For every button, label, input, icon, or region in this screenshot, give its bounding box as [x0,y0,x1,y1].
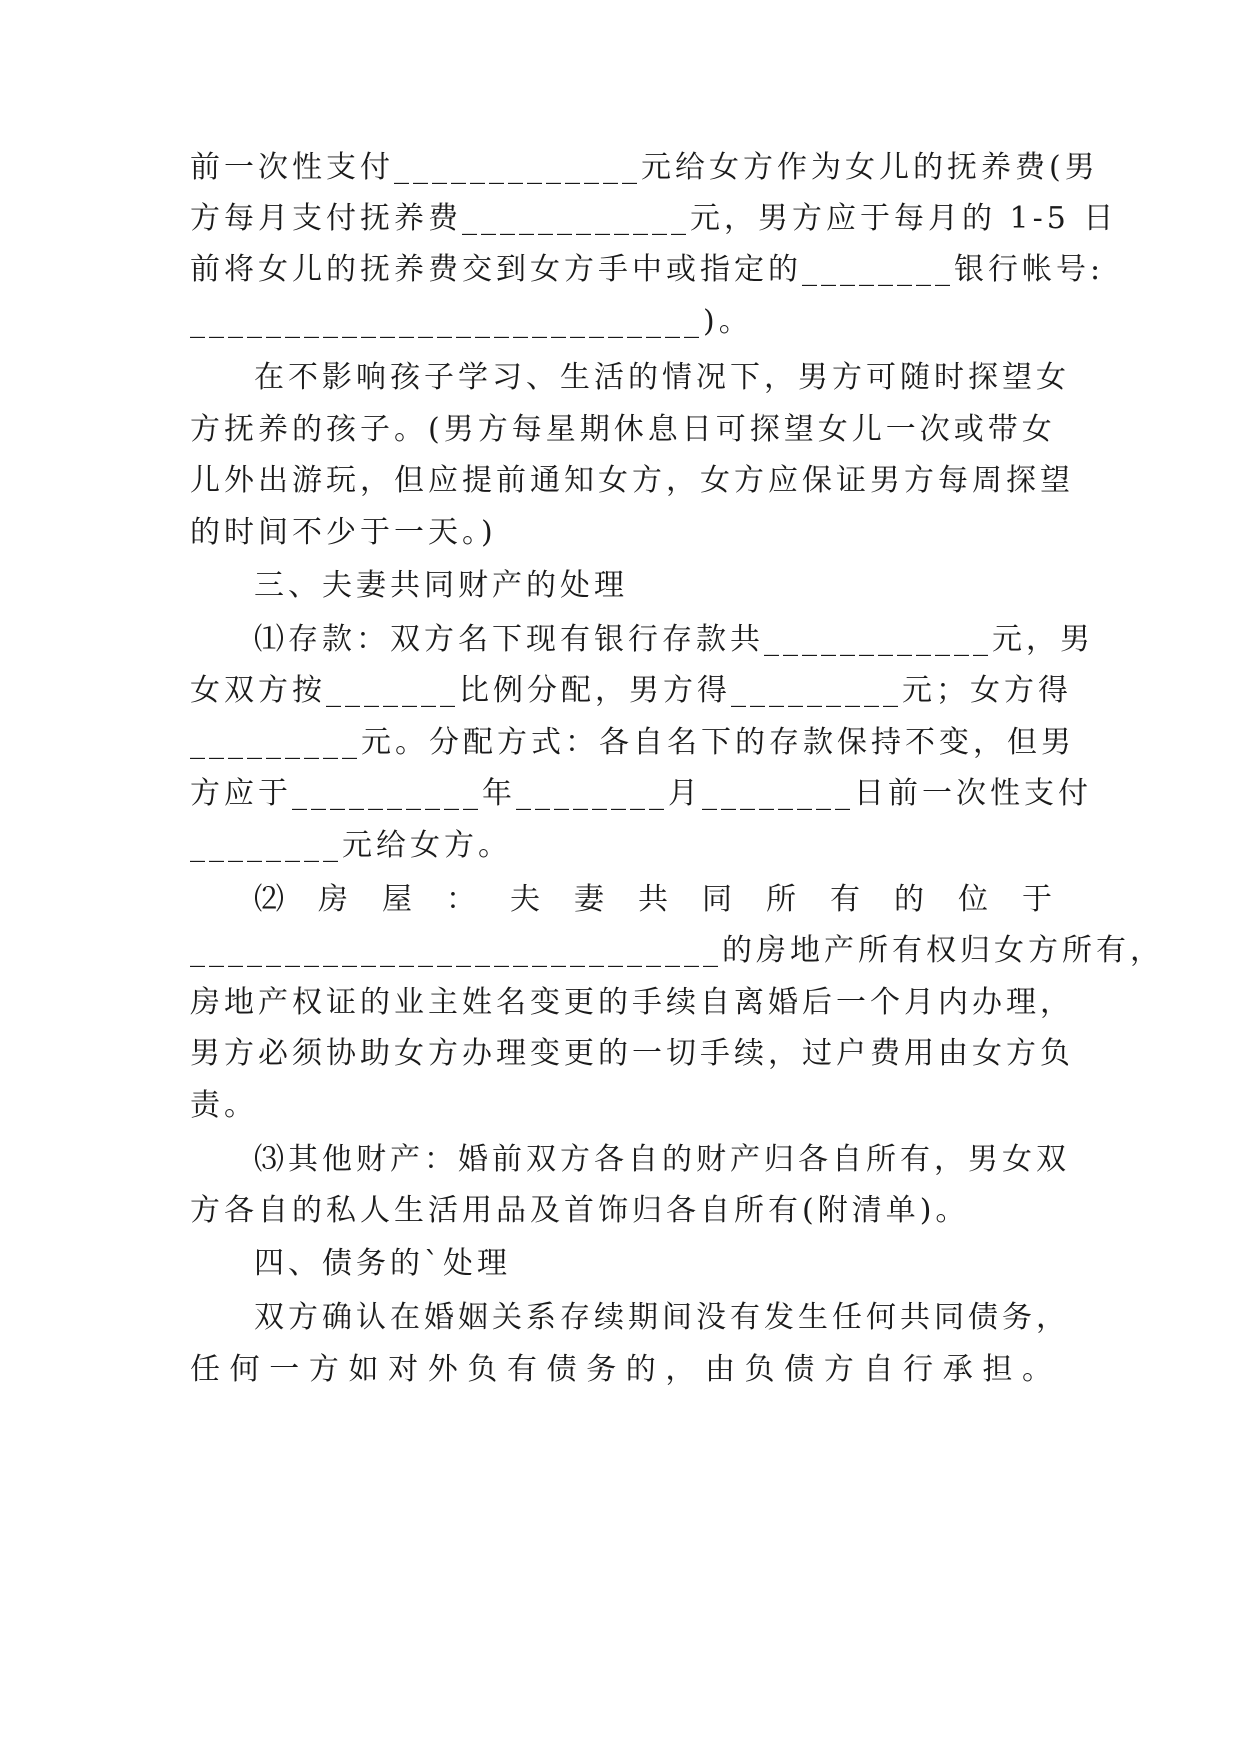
text-line-13: 方应于__________年________月________日前一次性支付 [190,776,1092,811]
text-line-7: 儿外出游玩，但应提前通知女方，女方应保证男方每周探望 [190,463,1074,498]
paragraph-deposit: ⑴存款：双方名下现有银行存款共____________元，男 [254,622,1094,657]
text-line-3: 前将女儿的抚养费交到女方手中或指定的________银行帐号: [190,252,1105,287]
text-line-21: 方各自的私人生活用品及首饰归各自所有(附清单)。 [190,1193,970,1228]
text-line-16: ____________________________的房地产所有权归女方所有， [190,933,1164,968]
section-heading-debt: 四、债务的`处理 [254,1246,511,1281]
text-line-24: 任何一方如对外负有债务的，由负债方自行承担。 [190,1352,1052,1387]
text-line-12: _________元。分配方式：各自名下的存款保持不变，但男 [190,725,1075,760]
text-line-11: 女双方按_______比例分配，男方得_________元；女方得 [190,673,1072,708]
section-heading-property: 三、夫妻共同财产的处理 [254,568,628,603]
text-line-18: 男方必须协助女方办理变更的一切手续，过户费用由女方负 [190,1036,1074,1071]
paragraph-house: ⑵ 房 屋 ： 夫 妻 共 同 所 有 的 位 于 [254,882,1052,917]
text-line-6: 方抚养的孩子。(男方每星期休息日可探望女儿一次或带女 [190,412,1056,447]
text-line-2: 方每月支付抚养费____________元，男方应于每月的 1-5 日 [190,201,1118,236]
paragraph-visitation: 在不影响孩子学习、生活的情况下，男方可随时探望女 [254,360,1070,395]
text-line-17: 房地产权证的业主姓名变更的手续自离婚后一个月内办理， [190,985,1074,1020]
text-line-14: ________元给女方。 [190,828,512,863]
text-line-19: 责。 [190,1088,258,1123]
text-line-1: 前一次性支付_____________元给女方作为女儿的抚养费(男 [190,150,1099,185]
text-line-4: ___________________________)。 [190,304,753,339]
paragraph-debt: 双方确认在婚姻关系存续期间没有发生任何共同债务， [254,1300,1070,1335]
paragraph-other-property: ⑶其他财产：婚前双方各自的财产归各自所有，男女双 [254,1142,1070,1177]
text-line-8: 的时间不少于一天。) [190,515,497,550]
